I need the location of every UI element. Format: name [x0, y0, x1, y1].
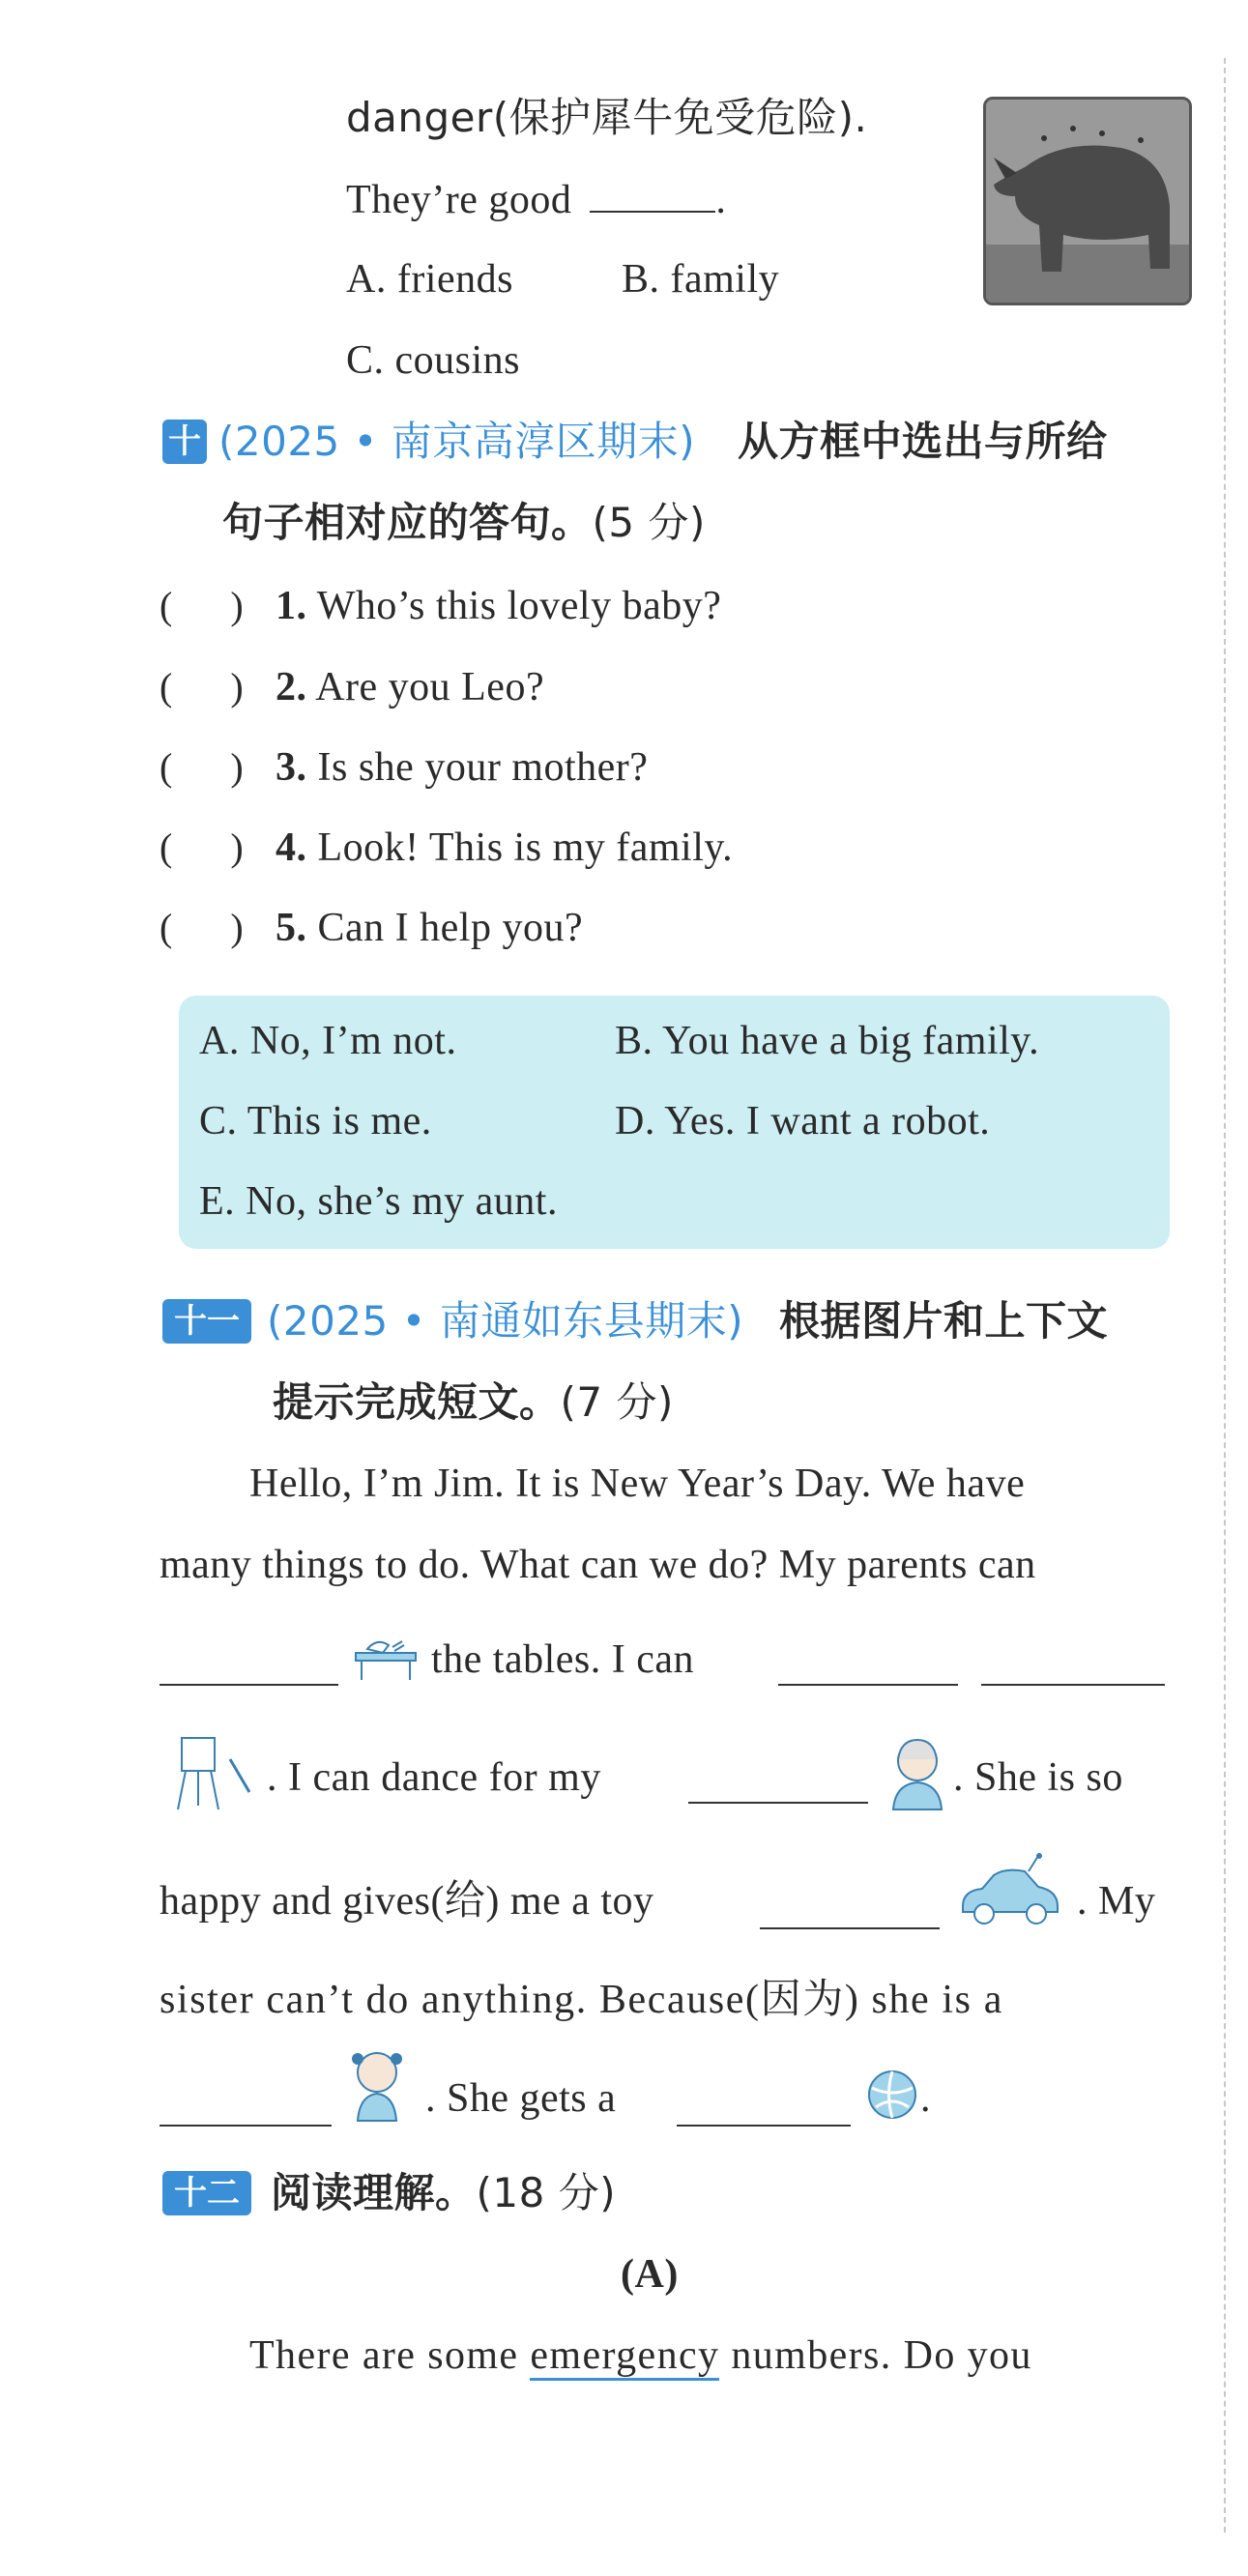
section-12-title: 阅读理解。(18 分)	[271, 2169, 617, 2216]
item-1: 1. Who’s this lovely baby?	[276, 584, 722, 628]
passage-line-4: . I can dance for my	[267, 1755, 601, 1800]
item-3: 3. Is she your mother?	[276, 745, 649, 790]
item-4: 4. Look! This is my family.	[276, 825, 734, 870]
option-c: C. cousins	[346, 338, 521, 383]
passage-line-7: . She gets a	[425, 2076, 617, 2121]
item-2: 2. Are you Leo?	[276, 665, 545, 709]
answer-blank[interactable]	[688, 1800, 868, 1804]
answer-blank[interactable]	[981, 1682, 1165, 1686]
section-10-badge: 十	[162, 420, 207, 464]
item-5: 5. Can I help you?	[276, 906, 584, 950]
option-b: B. family	[622, 257, 780, 302]
passage-a-heading: (A)	[621, 2252, 679, 2297]
ball-picture	[866, 2069, 918, 2126]
option-a: A. friends	[346, 257, 513, 302]
answer-d: D. Yes. I want a robot.	[615, 1099, 991, 1143]
passage-line-5b: . My	[1077, 1879, 1156, 1924]
prev-question-stem: They’re good .	[346, 172, 726, 226]
answer-paren[interactable]: ( )	[160, 906, 244, 949]
prev-question-line: danger(保护犀牛免受危险).	[346, 94, 868, 141]
passage-line-3: the tables. I can	[431, 1637, 695, 1682]
answer-blank[interactable]	[677, 2123, 851, 2127]
answer-paren[interactable]: ( )	[160, 745, 244, 789]
section-11-title-a: 根据图片和上下文	[779, 1297, 1109, 1345]
answer-blank[interactable]	[160, 1682, 338, 1686]
baby-picture	[346, 2047, 410, 2129]
margin-rule	[1224, 58, 1226, 2533]
section-10-title-a: 从方框中选出与所给	[738, 418, 1108, 465]
passage-line-5: happy and gives(给) me a toy	[160, 1879, 654, 1924]
section-11-badge: 十一	[162, 1299, 251, 1344]
answer-blank[interactable]	[160, 2123, 332, 2127]
answer-blank[interactable]	[778, 1682, 958, 1686]
passage-line-2: many things to do. What can we do? My parents can	[160, 1543, 1036, 1587]
answer-a: A. No, I’m not.	[199, 1019, 457, 1063]
section-11-title-b: 提示完成短文。(7 分)	[273, 1378, 674, 1426]
answer-e: E. No, she’s my aunt.	[199, 1179, 558, 1224]
section-12-badge: 十二	[162, 2171, 251, 2215]
rhino-photo	[983, 97, 1192, 305]
section-10-title-b: 句子相对应的答句。(5 分)	[222, 499, 706, 546]
answer-c: C. This is me.	[199, 1099, 432, 1143]
drawing-easel-picture	[172, 1730, 257, 1818]
passage-a-line-1: There are some emergency numbers. Do you	[249, 2330, 1032, 2382]
grandmother-picture	[884, 1734, 951, 1816]
answer-blank[interactable]	[590, 172, 715, 213]
wipe-table-picture	[354, 1632, 418, 1687]
toy-car-picture	[957, 1852, 1063, 1940]
emergency-word: emergency	[530, 2333, 719, 2381]
answer-blank[interactable]	[760, 1925, 940, 1929]
answer-paren[interactable]: ( )	[160, 584, 244, 627]
passage-line-1: Hello, I’m Jim. It is New Year’s Day. We have	[249, 1462, 1026, 1506]
passage-line-4b: . She is so	[953, 1755, 1123, 1800]
passage-line-6: sister can’t do anything. Because(因为) she is a	[160, 1978, 1003, 2022]
section-11-source: (2025 • 南通如东县期末)	[267, 1297, 744, 1345]
passage-line-7b: .	[920, 2076, 931, 2121]
answer-paren[interactable]: ( )	[160, 825, 244, 869]
answer-paren[interactable]: ( )	[160, 665, 244, 709]
answer-b: B. You have a big family.	[615, 1019, 1040, 1063]
section-10-source: (2025 • 南京高淳区期末)	[218, 418, 696, 465]
